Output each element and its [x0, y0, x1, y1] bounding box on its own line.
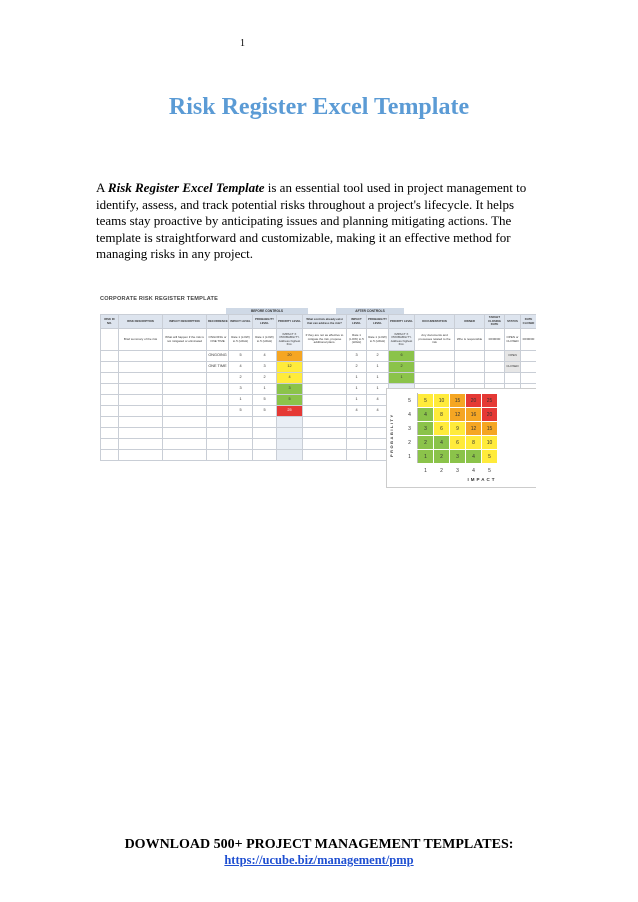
- table-cell: [277, 439, 303, 450]
- sample-cell: Rate 1 (LOW) to 5 (HIGH): [229, 329, 253, 351]
- matrix-cell: 2: [418, 436, 434, 450]
- table-cell: [101, 450, 119, 461]
- matrix-cell: 5: [482, 450, 498, 464]
- table-cell: [229, 417, 253, 428]
- table-cell: [253, 417, 277, 428]
- table-cell: [505, 373, 521, 384]
- table-cell: [277, 417, 303, 428]
- table-row: [101, 351, 537, 362]
- table-cell: 6: [389, 351, 415, 362]
- matrix-cell: 3: [418, 422, 434, 436]
- table-cell: 3: [347, 351, 367, 362]
- probability-level: 4: [402, 408, 418, 422]
- table-cell: 1: [347, 384, 367, 395]
- table-cell: [521, 351, 537, 362]
- table-cell: [485, 362, 505, 373]
- intro-rest: is an essential tool used in project management to identify, assess, and track potential risks throughout a project's lifecycle. It helps teams stay proactive by anticipating issues and planning mitigating actions. The template is straightforward and customizable, making it an effective method for managing risks in any project.: [96, 180, 527, 262]
- sheet-title: CORPORATE RISK REGISTER TEMPLATE: [100, 296, 219, 302]
- table-cell: [347, 417, 367, 428]
- column-header: DOCUMENTATION: [415, 315, 455, 329]
- table-cell: 4: [367, 395, 389, 406]
- table-cell: [303, 384, 347, 395]
- matrix-cell: 10: [482, 436, 498, 450]
- table-cell: [163, 417, 207, 428]
- column-header: PRIORITY LEVEL: [389, 315, 415, 329]
- matrix-corner: [402, 464, 418, 478]
- table-cell: 4: [347, 406, 367, 417]
- matrix-cell: 6: [450, 436, 466, 450]
- table-cell: [101, 362, 119, 373]
- table-cell: [207, 406, 229, 417]
- sample-cell: If they are not as effective to mitigate the risk, propose additional plans.: [303, 329, 347, 351]
- impact-level: 5: [482, 464, 498, 478]
- risk-register-screenshot: [100, 296, 536, 496]
- risk-matrix: [386, 388, 536, 488]
- table-cell: 2: [367, 351, 389, 362]
- table-cell: [277, 428, 303, 439]
- table-cell: [101, 351, 119, 362]
- table-cell: [119, 450, 163, 461]
- table-cell: ONGOING: [207, 351, 229, 362]
- table-cell: [521, 373, 537, 384]
- column-header: What controls already exist that can address the risk?: [303, 315, 347, 329]
- table-cell: [347, 428, 367, 439]
- column-header: RISK DESCRIPTION: [119, 315, 163, 329]
- table-cell: [347, 450, 367, 461]
- table-cell: [101, 395, 119, 406]
- table-cell: [253, 428, 277, 439]
- sample-cell: [101, 329, 119, 351]
- table-cell: [101, 406, 119, 417]
- footer-link[interactable]: https://ucube.biz/management/pmp: [224, 853, 414, 867]
- table-cell: 3: [253, 362, 277, 373]
- table-cell: [277, 450, 303, 461]
- column-header: IMPACT LEVEL: [229, 315, 253, 329]
- sample-cell: 00/00/00: [521, 329, 537, 351]
- table-cell: [415, 373, 455, 384]
- table-cell: [207, 384, 229, 395]
- band-before-controls: BEFORE CONTROLS: [226, 308, 308, 314]
- impact-level: 3: [450, 464, 466, 478]
- sample-cell: IMPACT X PROBABILITY. Address highest first.: [277, 329, 303, 351]
- table-cell: 4: [277, 373, 303, 384]
- table-cell: [455, 351, 485, 362]
- table-row: [101, 362, 537, 373]
- table-cell: [229, 428, 253, 439]
- column-header: TARGET CLOSING DATE: [485, 315, 505, 329]
- table-cell: [101, 373, 119, 384]
- table-cell: [163, 439, 207, 450]
- matrix-cell: 3: [450, 450, 466, 464]
- matrix-cell: 6: [434, 422, 450, 436]
- table-cell: [101, 428, 119, 439]
- table-cell: 5: [229, 351, 253, 362]
- table-cell: [455, 373, 485, 384]
- table-cell: [163, 395, 207, 406]
- table-cell: [207, 373, 229, 384]
- table-row: [101, 373, 537, 384]
- table-cell: 4: [229, 362, 253, 373]
- table-cell: [303, 373, 347, 384]
- table-cell: [163, 362, 207, 373]
- band-after-controls: AFTER CONTROLS: [336, 308, 404, 314]
- table-cell: [303, 406, 347, 417]
- table-cell: CLOSED: [505, 362, 521, 373]
- table-cell: 2: [389, 362, 415, 373]
- probability-axis-label: PROBABILITY: [389, 413, 394, 457]
- probability-level: 2: [402, 436, 418, 450]
- table-cell: [163, 351, 207, 362]
- table-cell: 5: [253, 406, 277, 417]
- table-cell: [415, 362, 455, 373]
- table-cell: [207, 417, 229, 428]
- table-cell: [207, 428, 229, 439]
- column-header: DATE CLOSED: [521, 315, 537, 329]
- matrix-cell: 4: [466, 450, 482, 464]
- table-cell: 5: [229, 406, 253, 417]
- table-cell: 1: [389, 373, 415, 384]
- table-cell: [485, 351, 505, 362]
- impact-level: 2: [434, 464, 450, 478]
- table-cell: 2: [229, 373, 253, 384]
- matrix-cell: 1: [418, 450, 434, 464]
- table-cell: [229, 439, 253, 450]
- table-cell: 1: [367, 384, 389, 395]
- table-cell: [485, 373, 505, 384]
- table-cell: 1: [347, 395, 367, 406]
- sample-cell: 00/00/00: [485, 329, 505, 351]
- sample-cell: Brief summary of the risk: [119, 329, 163, 351]
- table-cell: 5: [253, 395, 277, 406]
- table-cell: [229, 450, 253, 461]
- table-cell: [253, 439, 277, 450]
- table-cell: [415, 351, 455, 362]
- sample-cell: OPEN or CLOSED: [505, 329, 521, 351]
- column-header: OWNER: [455, 315, 485, 329]
- matrix-cell: 20: [482, 408, 498, 422]
- probability-level: 5: [402, 394, 418, 408]
- sample-cell: Rate 1 (LOW) to 5 (HIGH): [347, 329, 367, 351]
- table-cell: 3: [229, 384, 253, 395]
- intro-lead: A: [96, 180, 108, 195]
- table-cell: 20: [277, 351, 303, 362]
- table-cell: [455, 362, 485, 373]
- table-cell: [163, 450, 207, 461]
- sample-cell: Rate 1 (LOW) to 5 (HIGH): [253, 329, 277, 351]
- table-cell: [303, 450, 347, 461]
- page-number: 1: [240, 38, 245, 49]
- table-cell: [347, 439, 367, 450]
- header-row: [101, 315, 537, 329]
- table-cell: [119, 395, 163, 406]
- table-cell: [119, 351, 163, 362]
- table-cell: 5: [277, 395, 303, 406]
- probability-level: 1: [402, 450, 418, 464]
- impact-axis-label: IMPACT: [467, 477, 497, 482]
- table-cell: [119, 373, 163, 384]
- column-header: PRIORITY LEVEL: [277, 315, 303, 329]
- matrix-cell: 15: [450, 394, 466, 408]
- table-cell: 12: [277, 362, 303, 373]
- sample-cell: Any documents and processes related to the risk: [415, 329, 455, 351]
- table-cell: 1: [229, 395, 253, 406]
- table-cell: OPEN: [505, 351, 521, 362]
- table-cell: [119, 384, 163, 395]
- table-cell: 4: [253, 351, 277, 362]
- table-cell: [303, 362, 347, 373]
- table-cell: [163, 384, 207, 395]
- table-cell: 25: [277, 406, 303, 417]
- table-cell: 1: [253, 384, 277, 395]
- table-cell: [521, 362, 537, 373]
- table-cell: [303, 439, 347, 450]
- table-cell: 2: [253, 373, 277, 384]
- table-cell: [119, 362, 163, 373]
- table-cell: ONE TIME: [207, 362, 229, 373]
- matrix-cell: 20: [466, 394, 482, 408]
- table-cell: 3: [277, 384, 303, 395]
- table-cell: [101, 384, 119, 395]
- table-cell: [101, 417, 119, 428]
- table-cell: 4: [367, 406, 389, 417]
- table-cell: [101, 439, 119, 450]
- matrix-cell: 8: [434, 408, 450, 422]
- sample-row: [101, 329, 537, 351]
- probability-level: 3: [402, 422, 418, 436]
- matrix-cell: 16: [466, 408, 482, 422]
- column-header: PROBABILITY LEVEL: [253, 315, 277, 329]
- column-header: RISK ID NO.: [101, 315, 119, 329]
- table-cell: [163, 428, 207, 439]
- table-cell: 2: [347, 362, 367, 373]
- table-cell: [253, 450, 277, 461]
- footer-download-text: DOWNLOAD 500+ PROJECT MANAGEMENT TEMPLATES:: [124, 837, 514, 852]
- column-header: IMPACT LEVEL: [347, 315, 367, 329]
- table-cell: 1: [367, 373, 389, 384]
- table-cell: [303, 395, 347, 406]
- table-cell: [303, 428, 347, 439]
- sample-cell: ONGOING or ONE TIME: [207, 329, 229, 351]
- matrix-cell: 4: [418, 408, 434, 422]
- table-cell: [163, 373, 207, 384]
- table-cell: [119, 406, 163, 417]
- page-title: Risk Register Excel Template: [168, 94, 470, 120]
- matrix-cell: 15: [482, 422, 498, 436]
- matrix-cell: 4: [434, 436, 450, 450]
- matrix-cell: 12: [450, 408, 466, 422]
- table-cell: [207, 439, 229, 450]
- matrix-cell: 12: [466, 422, 482, 436]
- matrix-cell: 8: [466, 436, 482, 450]
- table-cell: 1: [347, 373, 367, 384]
- column-header: STATUS: [505, 315, 521, 329]
- table-cell: [163, 406, 207, 417]
- intro-paragraph: [96, 180, 546, 263]
- sample-cell: IMPACT X PROBABILITY. Address highest first.: [389, 329, 415, 351]
- sample-cell: What will happen if the risk is not mitigated or eliminated: [163, 329, 207, 351]
- sample-cell: Rate 1 (LOW) to 5 (HIGH): [367, 329, 389, 351]
- table-cell: [207, 450, 229, 461]
- intro-emphasis: Risk Register Excel Template: [107, 180, 265, 195]
- impact-level: 1: [418, 464, 434, 478]
- table-cell: [207, 395, 229, 406]
- matrix-cell: 5: [418, 394, 434, 408]
- table-cell: [119, 428, 163, 439]
- column-header: PROBABILITY LEVEL: [367, 315, 389, 329]
- matrix-cell: 10: [434, 394, 450, 408]
- column-header: RECURRENCE: [207, 315, 229, 329]
- sample-cell: Who is responsible: [455, 329, 485, 351]
- table-cell: 1: [367, 362, 389, 373]
- matrix-cell: 9: [450, 422, 466, 436]
- matrix-cell: 2: [434, 450, 450, 464]
- table-cell: [119, 417, 163, 428]
- impact-level: 4: [466, 464, 482, 478]
- table-cell: [303, 417, 347, 428]
- risk-matrix-grid: [401, 393, 498, 478]
- table-cell: [303, 351, 347, 362]
- table-cell: [119, 439, 163, 450]
- column-header: IMPACT DESCRIPTION: [163, 315, 207, 329]
- matrix-cell: 25: [482, 394, 498, 408]
